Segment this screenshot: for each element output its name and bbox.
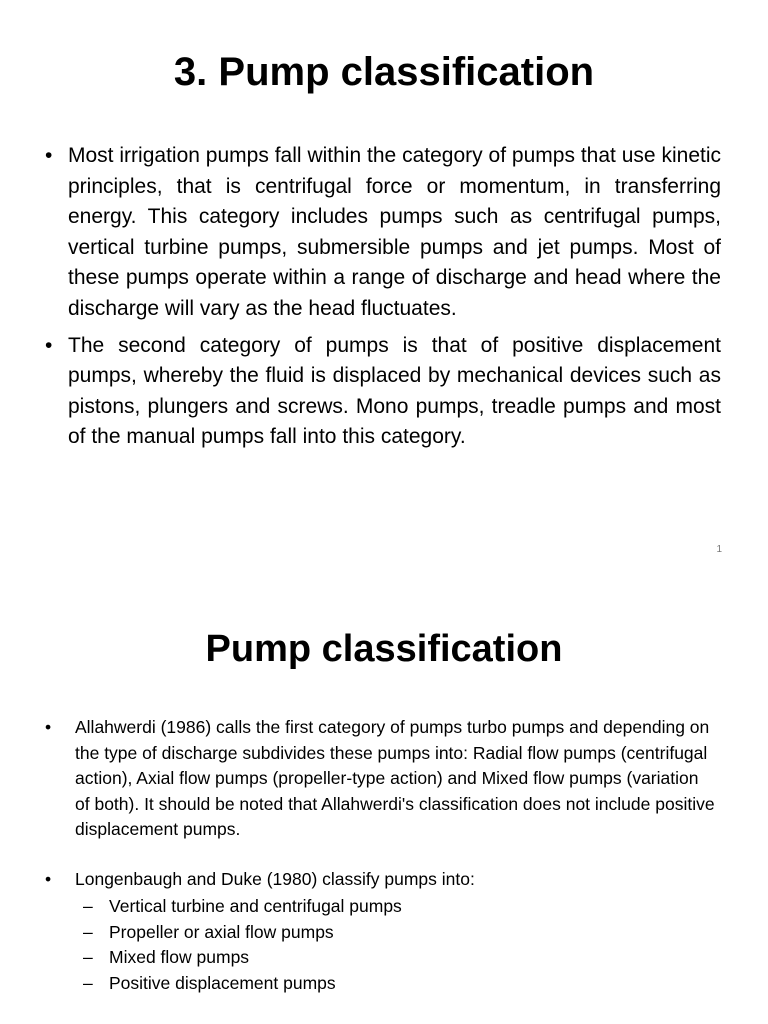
dash-icon: – [83, 972, 93, 993]
dash-icon: – [83, 921, 93, 942]
slide-2-title: Pump classification [205, 628, 563, 670]
slide-2-bullet-list [45, 715, 715, 996]
slide-1-title: 3. Pump classification [173, 50, 595, 94]
bullet-item [45, 331, 721, 453]
sub-item-text: Vertical turbine and centrifugal pumps [109, 896, 402, 916]
sub-item-text: Mixed flow pumps [109, 947, 250, 967]
slide-2 [0, 574, 768, 1024]
sub-bullet-list [83, 894, 715, 996]
bullet-dot-icon: • [45, 144, 53, 167]
sub-list-item [83, 971, 715, 997]
slide-1-bullet-list [45, 141, 721, 459]
dash-icon: – [83, 896, 93, 916]
dash-icon: – [83, 947, 93, 967]
page-number: 1 [716, 544, 722, 555]
bullet-text: The second category of pumps is that of positive displacement pumps, whereby the fluid is displaced by mechanical devices such as pistons, plungers and screws. Mono pumps, treadle pumps and most of the manual pumps fall into this category. [68, 333, 721, 449]
sub-item-text: Positive displacement pumps [109, 972, 336, 993]
bullet-dot-icon: • [45, 333, 53, 357]
bullet-text: Longenbaugh and Duke (1980) classify pumps into: [75, 868, 475, 889]
bullet-dot-icon: • [45, 717, 52, 737]
sub-list-item [83, 894, 715, 920]
sub-list-item [83, 945, 715, 971]
bullet-text: Allahwerdi (1986) calls the first category of pumps turbo pumps and depending on the type of discharge subdivides these pumps into: Radial flow pumps (centrifugal action), Axial flow pumps (propeller-type action) and Mixed flow pumps (variation of both). It should be noted that Allahwerdi's classification does not include positive displacement pumps. [75, 717, 715, 839]
sub-item-text: Propeller or axial flow pumps [109, 921, 334, 942]
bullet-item [45, 867, 715, 997]
bullet-dot-icon: • [45, 868, 52, 889]
bullet-item [45, 141, 721, 325]
sub-list-item [83, 920, 715, 946]
bullet-text: Most irrigation pumps fall within the category of pumps that use kinetic principles, that is centrifugal force or momentum, in transferring energy. This category includes pumps such as centrifugal pumps, vertical turbine pumps, submersible pumps and jet pumps. Most of these pumps operate within a range of discharge and head where the discharge will vary as the head fluctuates. [68, 144, 721, 320]
bullet-item [45, 715, 715, 843]
